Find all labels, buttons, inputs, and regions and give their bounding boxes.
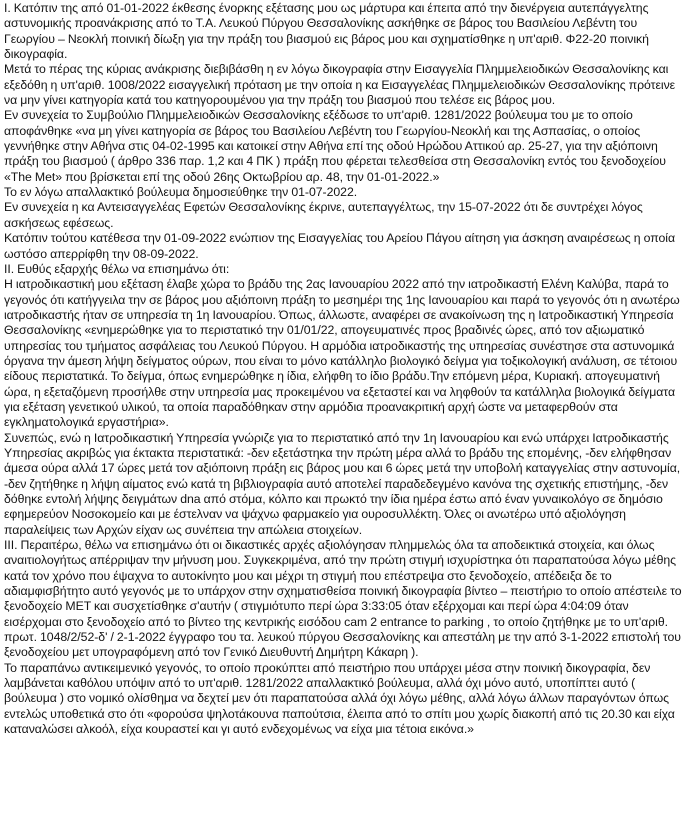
section-heading-ii: II. Ευθύς εξαρχής θέλω να επισημάνω ότι: <box>4 261 230 276</box>
paragraph-objective-fact: Το παραπάνω αντικειμενικό γεγονός, το οποίο προκύπτει από πειστήριο που υπάρχει μέσα στην ποινική δικογραφία, δεν λαμβάνεται καθόλου υπόψιν από το υπ'αριθ. 1281/2022 απαλλακτικό βούλευμα, αλλά όχι μόνο αυτό, υποπίπτει αυτό ( βούλευμα ) στο νομικό ολίσθημα να δεχτεί μεν ότι παραπατούσα αλλά όχι λόγω μέθης, αλλά λόγω άλλων παραγόντων όπως εντελώς υποθετικά στο ότι «φορούσα ψηλοτάκουνα παπούτσια, έλειπα από το σπίτι μου χωρίς διακοπή από τις 20.30 και είχα καταναλώσει αλκοόλ, είχα κουραστεί και γι αυτό ενδεχομένως να είχα μια τέτοια εικόνα.» <box>4 660 675 737</box>
paragraph-omissions: Συνεπώς, ενώ η Ιατροδικαστική Υπηρεσία γνώριζε για το περιστατικό από την 1η Ιανουαρίου και ενώ υπάρχει Ιατροδικαστής Υπηρεσίας ακριβώς για έκτακτα περιστατικά: -δεν εξετάστηκα την πρώτη μέρα αλλά το βράδυ της επομένης, -δεν ελήφθησαν άμεσα ούρα αλλά 17 ώρες μετά τον αξιόποινη πράξη εις βάρος μου και 6 ώρες μετά την υποβολή καταγγελίας στην αστυνομία, -δεν ζητήθηκε η λήψη αίματος ενώ κατά τη βιβλιογραφία αυτό αποτελεί παραδεδεγμένο κανόνα της σχετικής επιστήμης, -δεν δόθηκε εντολή λήψης δειγμάτων dna από στόμα, κόλπο και πρωκτό την ίδια ημέρα έστω από έναν γυναικολόγο σε δημόσιο εφημερεύον Νοσοκομείο και με έστελναν να ψάχνω φαρμακείο για ουροσυλλέκτη. Όλες οι ανωτέρω υπό αξιολόγηση παραλείψεις των Αρχών είχαν ως συνέπεια την απώλεια στοιχείων. <box>4 430 681 537</box>
paragraph-publication: Το εν λόγω απαλλακτικό βούλευμα δημοσιεύθηκε την 01-07-2022. <box>4 185 358 200</box>
paragraph-forensic-exam: Η ιατροδικαστική μου εξέταση έλαβε χώρα το βράδυ της 2ας Ιανουαρίου 2022 από την ιατροδικαστή Ελένη Καλύβα, παρά το γεγονός ότι κατήγγειλα την σε βάρος μου αξιόποινη πράξη το μεσημέρι της 1ης Ιανουαρίου και παρά το γεγονός ότι η ανωτέρω ιατροδικαστής ήταν σε υπηρεσία τη 1η Ιανουαρίου. Όπως, άλλωστε, αναφέρει σε ανακοίνωση της η Ιατροδικαστική Υπηρεσία Θεσσαλονίκης «ενημερώθηκε για το περιστατικό την 01/01/22, απογευματινές προς βραδινές ώρες, από τον αξιωματικό υπηρεσίας του τμήματος ασφάλειας του Λευκού Πύργου. Η αρμόδια ιατροδικαστής της υπηρεσίας συνέστησε στα αστυνομικά όργανα την άμεση λήψη δείγματος ούρων, που είναι το μόνο κατάλληλο βιολογικό δείγμα για τοξικολογική ανάλυση, σε τέτοιου είδους περιστατικά. Το δείγμα, όπως ενημερώθηκε η ίδια, ελήφθη το ίδιο βράδυ.Την επόμενη μέρα, Κυριακή. απογευματινή ώρα, η εξεταζόμενη προσήλθε στην υπηρεσία μας προκειμένου να εξεταστεί και να ληφθούν τα κατάλληλα βιολογικά δείγματα για εξέταση γενετικού υλικού, τα οποία παραδόθηκαν στην αρμόδια προανακριτική αρχή ώστε να μεταφερθούν στα εγκληματολογικά εργαστήρια». <box>4 277 680 430</box>
paragraph-prosecutor-proposal: Μετά το πέρας της κύριας ανάκρισης διεβιβάσθη η εν λόγω δικογραφία στην Εισαγγελία Πλημμελειοδικών Θεσσαλονίκης και εξεδόθη η υπ'αριθ. 1008/2022 εισαγγελική πρόταση με την οποία η κα Εισαγγελέας Πλημμελειοδικών Θεσσαλονίκης πρότεινε να μην γίνει κατηγορία κατά του κατηγορουμένου για την πράξη του βιασμού που τελέσε εις βάρος μου. <box>4 62 676 108</box>
paragraph-intro-prosecution: I. Κατόπιν της από 01-01-2022 έκθεσης ένορκης εξέτασης μου ως μάρτυρα και έπειτα από την διενέργεια αυτεπάγγελτης αστυνομικής προανάκρισης από το Τ.Α. Λευκού Πύργου Θεσσαλονίκης ασκήθηκε σε βάρος του Βασιλείου Λεβέντη του Γεωργίου – Νεοκλή ποινική δίωξη για την πράξη του βιασμού εις βάρος μου και σχηματίσθηκε η υπ'αριθ. Φ22-20 ποινική δικογραφία. <box>4 1 649 62</box>
paragraph-cassation-request: Κατόπιν τούτου κατέθεσα την 01-09-2022 ενώπιον της Εισαγγελίας του Αρείου Πάγου αίτηση για άσκηση αναιρέσεως η οποία ωστόσο απερρίφθη την 08-09-2022. <box>4 231 676 261</box>
paragraph-section-iii: ΙΙΙ. Περαιτέρω, θέλω να επισημάνω ότι οι δικαστικές αρχές αξιολόγησαν πλημμελώς όλα τα αποδεικτικά στοιχεία, και όλως αναιτιολογήτως απέρριψαν την μήνυση μου. Συγκεκριμένα, από την πρώτη στιγμή ισχυρίστηκα ότι παραπατούσα λόγω μέθης κατά τον χρόνο που έψαχνα το αυτοκίνητο μου και μέχρι τη στιγμή που επέστρεψα στο ξενοδοχείο, απέδειξα δε το αδιαμφισβήτητο αυτό γεγονός με το υπάρχον στην σχηματισθείσα ποινική δικογραφία βίντεο – πειστήριο το οποίο απέστειλε το ξενοδοχείο ΜΕΤ και συσχετίσθηκε σ'αυτήν ( στιγμιότυπο περί ώρα 3:33:05 όταν εξέρχομαι και περί ώρα 4:04:09 όταν εισέρχομαι στο ξενοδοχείο από το βίντεο της κεντρικής εισόδου cam 2 entrance to parking , το οποίο ζητήθηκε με το υπ'αριθ. πρωτ. 1048/2/52-δ' / 2-1-2022 έγγραφο του τα. λευκού πύργου Θεσσαλονίκης και απεστάλη με την από 3-1-2022 επιστολή του ξενοδοχείου μετ υπογραφόμενη από τον Γενικό Διευθυντή Δημήτρη Κάκαρη ). <box>4 538 682 660</box>
paragraph-appeal-prosecutor: Εν συνεχεία η κα Αντεισαγγελέας Εφετών Θεσσαλονίκης έκρινε, αυτεπαγγέλτως, την 15-07-2022 ότι δε συντρέχει λόγος ασκήσεως εφέσεως. <box>4 200 643 230</box>
paragraph-council-decision: Εν συνεχεία το Συμβούλιο Πλημμελειοδικών Θεσσαλονίκης εξέδωσε το υπ'αριθ. 1281/2022 βούλευμα του με το οποίο αποφάνθηκε «να μη γίνει κατηγορία σε βάρος του Βασιλείου Λεβέντη του Γεωργίου-Νεοκλή και της Ασπασίας, ο οποίος γεννήθηκε στην Αθήνα στις 04-02-1995 και κατοικεί στην Αθήνα επί της οδού Ηρώδου Αττικού αρ. 25-27, για την αξιόποινη πράξη του βιασμού ( άρθρο 336 παρ. 1,2 και 4 ΠΚ ) πράξη που φέρεται τελεσθείσα στη Θεσσαλονίκη εντός του ξενοδοχείου «The Met» που βρίσκεται επί της οδού 26ης Οκτωβρίου αρ. 48, την 01-01-2022.» <box>4 108 666 184</box>
